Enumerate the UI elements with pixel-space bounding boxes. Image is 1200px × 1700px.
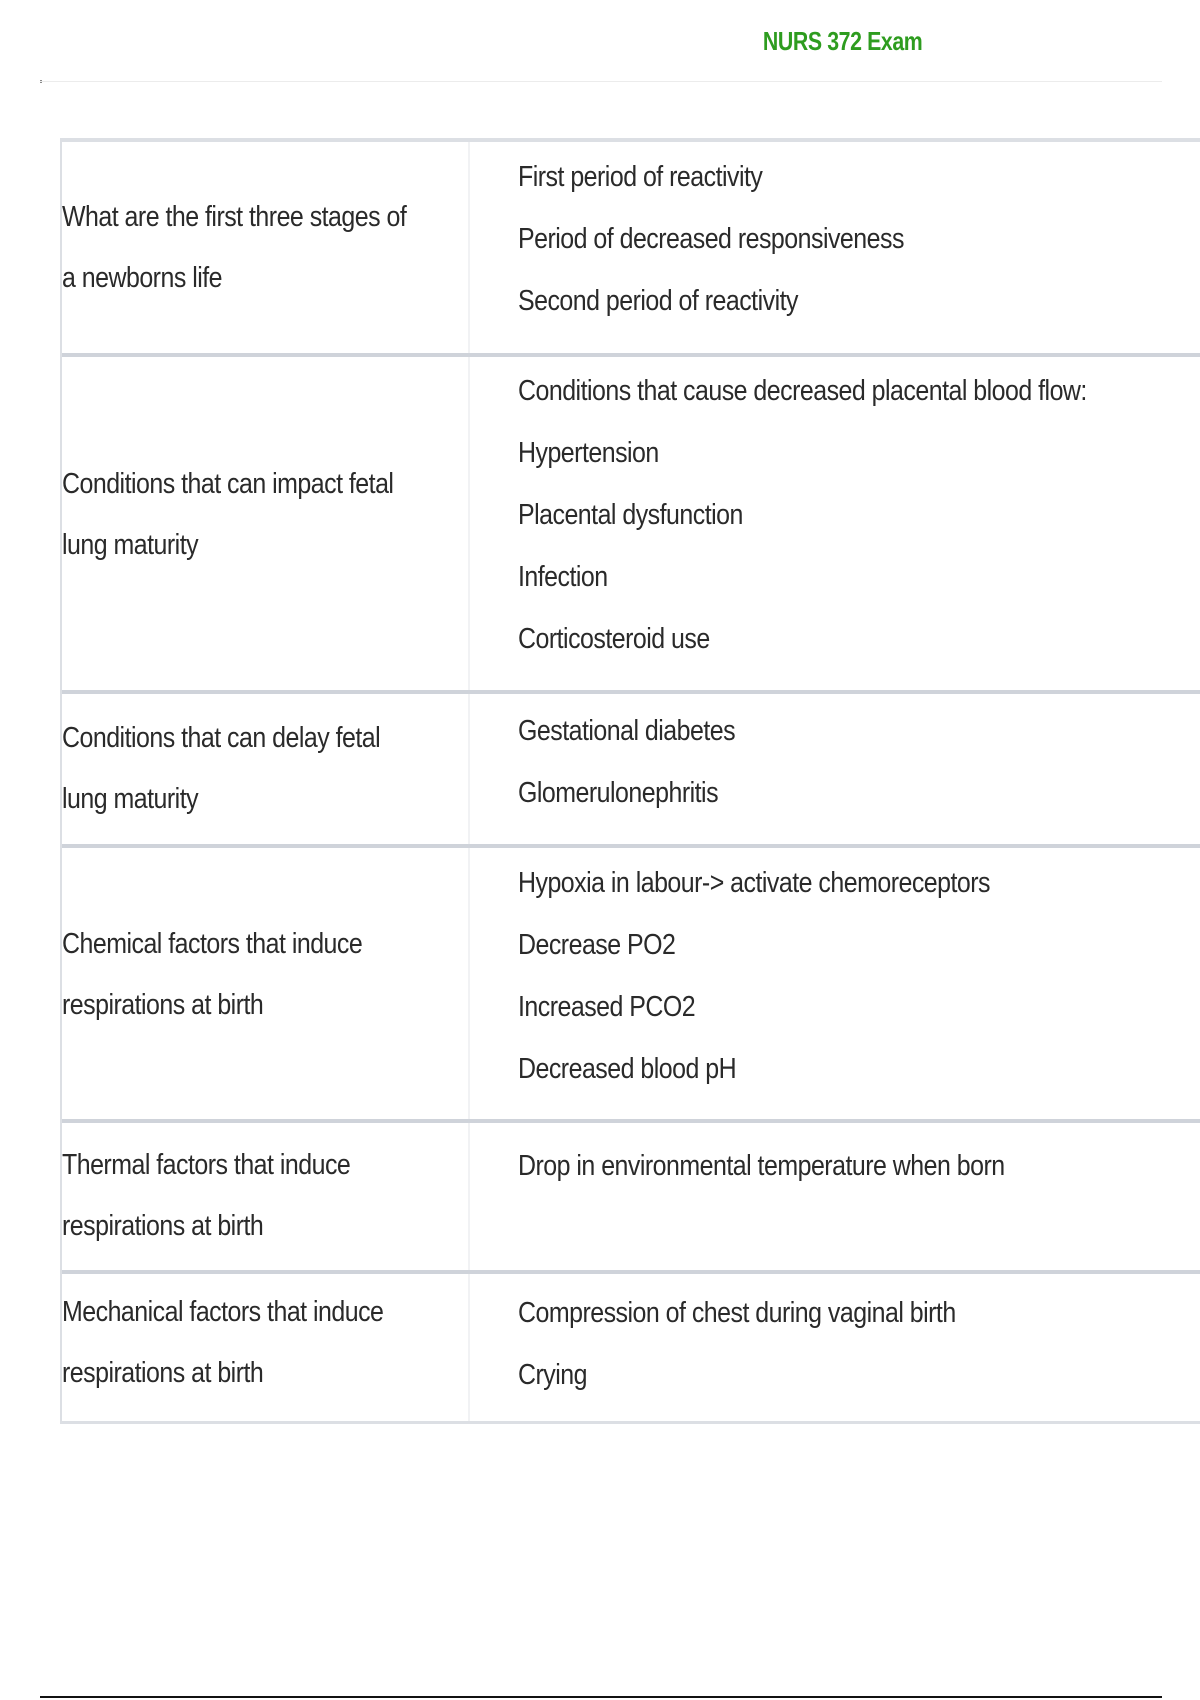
- definition-line: Placental dysfunction: [518, 499, 743, 531]
- footer-divider: [40, 1696, 1162, 1698]
- definition-line: Decrease PO2: [518, 929, 676, 961]
- term-text: Chemical factors that induce respirations at birth: [62, 927, 363, 1021]
- flashcard-table: [60, 138, 1200, 1424]
- definition-cell: [470, 1274, 1200, 1421]
- table-row: [62, 848, 1200, 1123]
- definition-line: Corticosteroid use: [518, 623, 710, 655]
- definition-line: Decreased blood pH: [518, 1053, 737, 1085]
- term-text: Mechanical factors that induce respirations at birth: [62, 1296, 384, 1389]
- term-cell: [62, 694, 470, 844]
- definition-cell: [470, 1123, 1200, 1270]
- definition-line: First period of reactivity: [518, 161, 763, 193]
- definition-line: Crying: [518, 1359, 587, 1391]
- table-row: [62, 694, 1200, 848]
- definition-line: Drop in environmental temperature when born: [518, 1150, 1005, 1182]
- table-row: [62, 1123, 1200, 1274]
- definition-line: Period of decreased responsiveness: [518, 223, 904, 255]
- table-row: [62, 357, 1200, 694]
- definition-cell: [470, 694, 1200, 844]
- definition-cell: [470, 357, 1200, 690]
- definition-line: Increased PCO2: [518, 991, 696, 1023]
- header-divider: [40, 81, 1162, 82]
- definition-line: Infection: [518, 561, 608, 593]
- definition-cell: [470, 848, 1200, 1119]
- table-row: [62, 1274, 1200, 1424]
- term-cell: [62, 142, 470, 353]
- term-text: Conditions that can delay fetal lung maturity: [62, 722, 381, 815]
- definition-line: Hypertension: [518, 437, 659, 469]
- term-text: What are the first three stages of a newborns life: [62, 200, 407, 294]
- term-cell: [62, 848, 470, 1119]
- term-text: Conditions that can impact fetal lung maturity: [62, 467, 394, 561]
- definition-cell: [470, 142, 1200, 353]
- document-title: NURS 372 Exam: [762, 26, 923, 56]
- definition-line: Hypoxia in labour-> activate chemoreceptors: [518, 867, 991, 899]
- term-cell: [62, 357, 470, 690]
- definition-line: Compression of chest during vaginal birth: [518, 1297, 956, 1329]
- definition-line: Second period of reactivity: [518, 285, 798, 317]
- term-cell: [62, 1274, 470, 1421]
- definition-line: Conditions that cause decreased placental blood flow:: [518, 375, 1087, 407]
- table-row: [62, 142, 1200, 357]
- definition-line: Gestational diabetes: [518, 715, 736, 747]
- definition-line: Glomerulonephritis: [518, 777, 719, 809]
- term-text: Thermal factors that induce respirations at birth: [62, 1149, 351, 1242]
- term-cell: [62, 1123, 470, 1270]
